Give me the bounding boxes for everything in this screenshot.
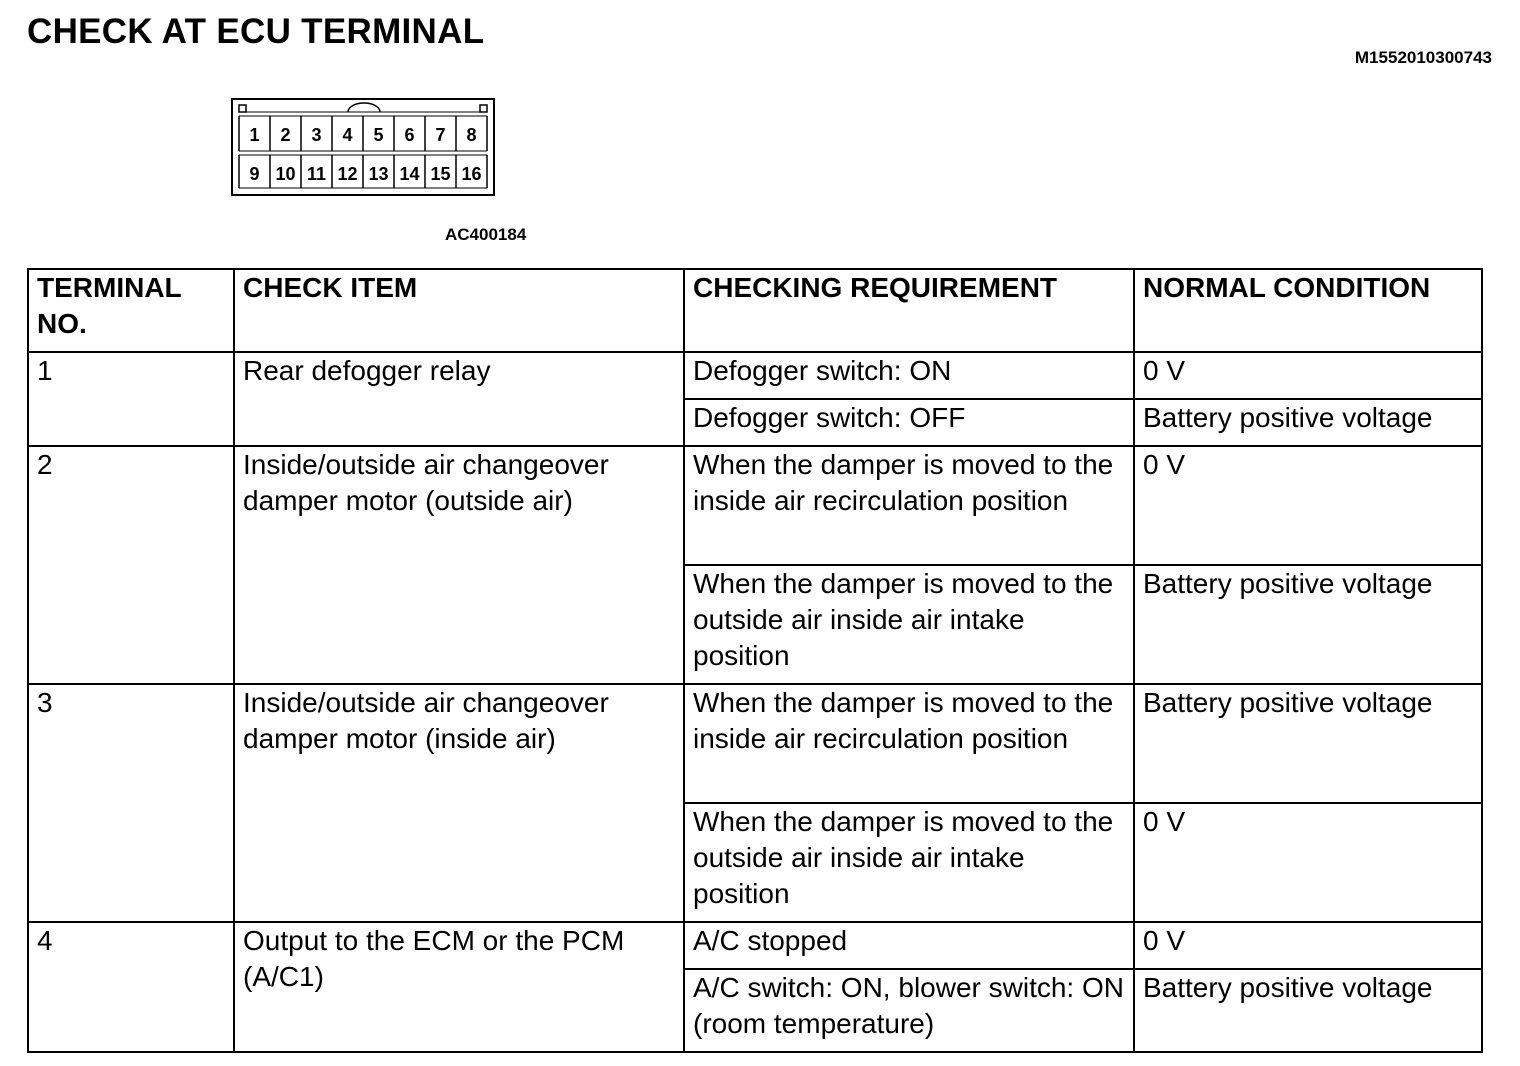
connector-pin-label: 9 [249, 164, 260, 184]
table-row [28, 922, 1482, 969]
check-item: Rear defogger relay [234, 352, 684, 446]
figure-id: AC400184 [445, 225, 527, 244]
connector-pin-label: 4 [342, 125, 353, 145]
connector-pin-label: 7 [435, 125, 446, 145]
check-item: Output to the ECM or the PCM (A/C1) [234, 922, 684, 1052]
document-id: M1552010300743 [1354, 48, 1492, 67]
connector-pin-label: 16 [461, 164, 482, 184]
connector-pin-label: 11 [306, 164, 327, 184]
normal-condition: Battery positive voltage [1134, 565, 1482, 684]
check-item: Inside/outside air changeover damper motor (outside air) [234, 446, 684, 684]
checking-requirement: When the damper is moved to the outside air inside air intake position [684, 803, 1134, 922]
connector-pin-label: 14 [399, 164, 420, 184]
normal-condition: Battery positive voltage [1134, 684, 1482, 803]
normal-condition: 0 V [1134, 446, 1482, 565]
normal-condition: 0 V [1134, 922, 1482, 969]
connector-pin-label: 2 [280, 125, 291, 145]
checking-requirement: A/C switch: ON, blower switch: ON (room temperature) [684, 969, 1134, 1052]
page-title: CHECK AT ECU TERMINAL [27, 12, 485, 51]
checking-requirement: When the damper is moved to the outside air inside air intake position [684, 565, 1134, 684]
checking-requirement: A/C stopped [684, 922, 1134, 969]
connector-pin-label: 1 [249, 125, 260, 145]
terminal-number: 3 [28, 684, 234, 922]
table-row [28, 352, 1482, 399]
checking-requirement: Defogger switch: OFF [684, 399, 1134, 446]
normal-condition: Battery positive voltage [1134, 399, 1482, 446]
check-item: Inside/outside air changeover damper motor (inside air) [234, 684, 684, 922]
terminal-number: 4 [28, 922, 234, 1052]
connector-pin-label: 5 [373, 125, 384, 145]
normal-condition: Battery positive voltage [1134, 969, 1482, 1052]
connector-pin-label: 8 [466, 125, 477, 145]
checking-requirement: Defogger switch: ON [684, 352, 1134, 399]
table-row [28, 684, 1482, 803]
table-header-row [28, 269, 1482, 352]
normal-condition: 0 V [1134, 803, 1482, 922]
connector-pin-label: 6 [404, 125, 415, 145]
connector-pin-label: 10 [275, 164, 296, 184]
header-terminal-no: TERMINAL NO. [28, 269, 234, 352]
table-row [28, 446, 1482, 565]
checking-requirement: When the damper is moved to the inside air recirculation position [684, 446, 1134, 565]
terminal-number: 2 [28, 446, 234, 684]
ecu-connector-diagram [231, 98, 495, 196]
terminal-number: 1 [28, 352, 234, 446]
connector-pin-label: 3 [311, 125, 322, 145]
connector-pin-label: 15 [430, 164, 451, 184]
terminal-check-table [27, 268, 1483, 1053]
checking-requirement: When the damper is moved to the inside air recirculation position [684, 684, 1134, 803]
header-checking-requirement: CHECKING REQUIREMENT [684, 269, 1134, 352]
normal-condition: 0 V [1134, 352, 1482, 399]
header-check-item: CHECK ITEM [234, 269, 684, 352]
connector-pin-label: 12 [337, 164, 358, 184]
header-normal-condition: NORMAL CONDITION [1134, 269, 1482, 352]
connector-pin-label: 13 [368, 164, 389, 184]
